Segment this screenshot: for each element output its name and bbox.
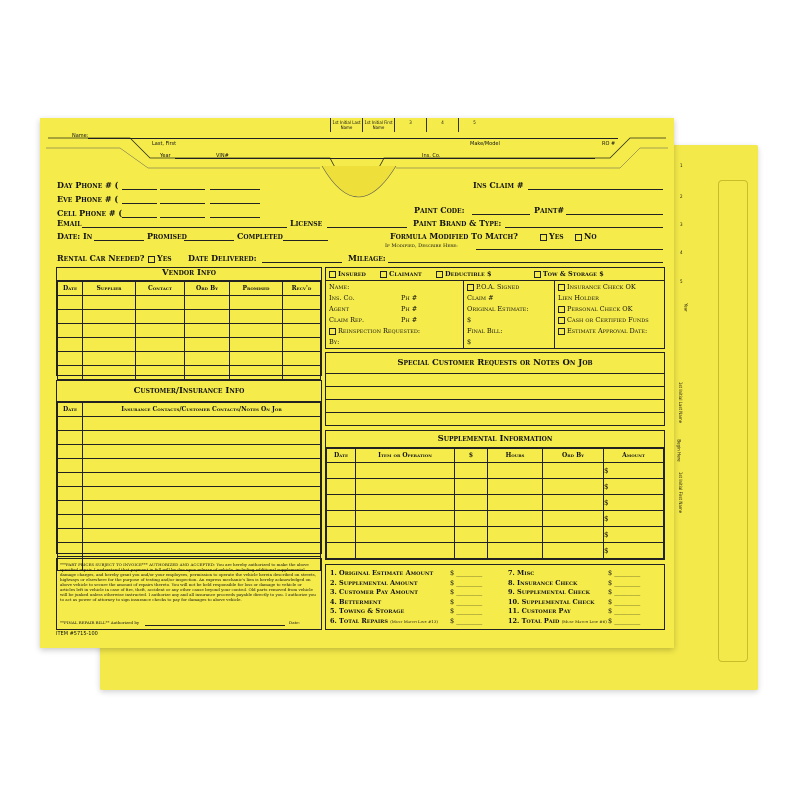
disclaimer-text: ***PART PRICES SUBJECT TO INVOICE*** AUTHORIZED AND ACCEPTED: You are hereby authorized to make the above specified repair. I understand that payment in full will be due upon release of vehicle, including additional supplemental damage charges, and hereby grant you and/or your employees, permission to operate the vehicle herein described on streets, highways or elsewhere for the purpose of testing and/or inspection. An express mechanic's lien is hereby acknowledged on above vehicle to secure the amount of repairs thereto. You will not be held responsible for loss or damage to vehicle or articles left in vehicle in case of fire, theft, accident or any other cause beyond your control. Old parts removed from vehicle will be junked unless otherwise instructed. I authorize any and all insurance proceeds payable directly to you. I authorize you to act as power of attorney to sign insurance checks to pay for damages to above vehicle. — [60, 562, 316, 602]
checkbox — [534, 271, 541, 278]
insurance-check-ok-label: Insurance Check OK — [567, 283, 636, 291]
paint-num-line — [566, 214, 663, 215]
total-line-8: 8. Insurance Check — [508, 578, 578, 587]
date-delivered-line — [262, 262, 342, 263]
side-number-4: 4 — [680, 250, 683, 255]
claim-num-label: Claim # — [467, 294, 494, 302]
cell-phone-area — [122, 217, 157, 218]
eve-phone-prefix — [160, 203, 205, 204]
original-estimate-dollar: $ — [467, 316, 472, 324]
paint-num-label: Paint# — [534, 205, 565, 215]
vendor-col-supplier: Supplier — [83, 282, 136, 296]
rental-yes — [148, 253, 172, 263]
ins-claim-label: Ins Claim # — [473, 180, 524, 190]
eve-phone-area — [122, 203, 157, 204]
claimant-label: Claimant — [389, 270, 422, 278]
table-row — [58, 324, 321, 338]
total-line-3: 3. Customer Pay Amount — [330, 588, 418, 596]
date-in-label: Date: In — [57, 231, 93, 241]
special-line — [326, 387, 664, 400]
agent-ph: Ph # — [401, 305, 418, 313]
ins-co-ph: Ph # — [401, 294, 418, 302]
cell-phone-prefix — [160, 217, 205, 218]
if-modified-label: If Modified, Describe Here: — [385, 243, 458, 249]
ins-divider-2 — [554, 280, 555, 348]
total-line-11: 11. Customer Pay — [508, 607, 571, 615]
formula-yes-label: Yes — [549, 231, 564, 241]
date-in-line — [94, 240, 144, 241]
day-phone-number — [210, 189, 260, 190]
total-line-9: 9. Supplemental Check — [508, 588, 591, 596]
ins-co-label: Ins. Co. — [422, 153, 441, 159]
item-number: ITEM #5715-100 — [56, 631, 98, 637]
final-repair-label: **FINAL REPAIR BILL** Authorized by — [60, 620, 140, 625]
special-line — [326, 374, 664, 387]
table-row — [58, 459, 321, 473]
estimate-approval-label: Estimate Approval Date: — [567, 327, 648, 335]
side-label-first: 1st Initial First Name — [678, 471, 684, 514]
make-model-label: Make/Model — [470, 141, 500, 147]
personal-check-ok — [558, 304, 649, 315]
table-row: $ — [327, 495, 664, 511]
table-row — [58, 501, 321, 515]
side-label-year: Year — [683, 303, 689, 312]
ins-claim-rep-label: Claim Rep. — [329, 316, 365, 324]
final-date-label: Date: — [289, 620, 300, 625]
ins-ph-col — [401, 282, 417, 326]
table-row — [58, 296, 321, 310]
checkbox — [329, 271, 336, 278]
supp-col-date: Date — [327, 449, 356, 463]
total-line-5: 5. Towing & Storage — [330, 607, 405, 615]
tab-last-initial: 1st Initial Last Name — [330, 118, 362, 132]
total-line-2: 2. Supplemental Amount — [330, 578, 418, 587]
table-row — [58, 515, 321, 529]
name-label: Name: — [72, 133, 89, 139]
disclaimer-box — [56, 558, 322, 630]
lien-holder-label: Lien Holder — [558, 294, 599, 302]
estimate-approval — [558, 326, 649, 337]
insurance-box — [325, 267, 665, 349]
formula-no — [575, 231, 597, 241]
completed-line — [283, 240, 328, 241]
side-label-last: 1st Initial Last Name — [678, 381, 684, 424]
vendor-info-box — [56, 267, 322, 376]
table-row: $ — [327, 463, 664, 479]
total-line-7: 7. Misc — [508, 569, 535, 577]
supplemental-table — [326, 448, 664, 559]
rental-yes-label: Yes — [157, 253, 172, 263]
total-line-6 — [330, 617, 438, 627]
custins-col-date: Date — [58, 403, 83, 417]
year-label: Year — [160, 153, 171, 159]
table-row — [58, 431, 321, 445]
checkbox — [558, 328, 565, 335]
deductible-label: Deductible $ — [445, 270, 492, 278]
license-label: License — [290, 218, 323, 228]
vendor-col-contact: Contact — [136, 282, 185, 296]
special-requests-title: Special Customer Requests or Notes On Job — [326, 353, 664, 374]
special-line — [326, 400, 664, 413]
ins-by-label: By: — [329, 338, 340, 346]
checkbox — [540, 234, 547, 241]
folder-flap-outline — [40, 118, 674, 228]
supp-col-dollar: $ — [455, 449, 488, 463]
side-number-2: 2 — [680, 194, 683, 199]
table-row — [58, 529, 321, 543]
rental-label: Rental Car Needed? — [57, 253, 145, 263]
day-phone-label: Day Phone # ( — [57, 180, 119, 190]
total-line-12-note: (Must Match Line #6) — [561, 618, 607, 624]
eve-phone-label: Eve Phone # ( — [57, 194, 119, 204]
vendor-col-date: Date — [58, 282, 83, 296]
vendor-col-promised: Promised — [230, 282, 283, 296]
tab-4: 4 — [426, 118, 458, 132]
promised-label: Promised — [147, 231, 187, 241]
total-line-1: 1. Original Estimate Amount — [330, 569, 434, 577]
table-row — [58, 417, 321, 431]
cash-certified-label: Cash or Certified Funds — [567, 316, 649, 324]
ins-divider-1 — [463, 280, 464, 348]
supp-col-hours: Hours — [488, 449, 543, 463]
side-number-5: 5 — [680, 279, 683, 284]
email-label: Email — [57, 218, 82, 228]
supp-col-item: Item or Operation — [356, 449, 455, 463]
table-row — [58, 352, 321, 366]
checkbox — [380, 271, 387, 278]
supp-col-ordby: Ord By — [543, 449, 604, 463]
special-requests-box — [325, 352, 665, 426]
cell-phone-label: Cell Phone # ( — [57, 208, 123, 218]
side-number-1: 1 — [680, 163, 683, 168]
total-line-6-note: (Must Match Line #13) — [390, 618, 438, 624]
mileage-line — [388, 262, 663, 263]
ins-col2 — [467, 282, 529, 348]
table-row: $ — [327, 527, 664, 543]
checkbox — [329, 328, 336, 335]
paint-brand-label: Paint Brand & Type: — [413, 218, 502, 228]
paint-code-line — [472, 214, 530, 215]
poa-signed-label: P.O.A. Signed — [476, 283, 520, 291]
ins-claim-line — [528, 189, 663, 190]
supplemental-title: Supplemental Information — [326, 431, 664, 448]
side-number-3: 3 — [680, 222, 683, 227]
day-phone-prefix — [160, 189, 205, 190]
reinspection-label — [329, 326, 420, 337]
total-line-4: 4. Betterment — [330, 597, 382, 606]
totals-right-dollars: $ ________ $ ________ $ ________ $ ________ $ ________ $ ________ — [608, 569, 641, 625]
table-row — [58, 487, 321, 501]
side-label-begin: Begin Here — [676, 439, 682, 462]
total-line-12 — [508, 617, 607, 627]
totals-box — [325, 564, 665, 630]
email-line — [82, 227, 287, 228]
checkbox — [558, 317, 565, 324]
table-row — [58, 543, 321, 557]
tab-first-initial: 1st Initial First Name — [362, 118, 394, 132]
totals-left-dollars: $ ________ $ ________ $ ________ $ ________ $ ________ $ ________ — [450, 569, 483, 625]
name-line — [88, 138, 618, 139]
checkbox — [558, 284, 565, 291]
final-bill-label: Final Bill: — [467, 327, 503, 335]
totals-left — [330, 569, 438, 626]
checkbox — [467, 284, 474, 291]
vendor-table — [57, 281, 321, 380]
mileage-label: Mileage: — [348, 253, 386, 263]
license-line — [327, 227, 407, 228]
checkbox — [575, 234, 582, 241]
tab-5: 5 — [458, 118, 490, 132]
table-row — [58, 310, 321, 324]
cell-phone-number — [210, 217, 260, 218]
paint-brand-line — [505, 227, 663, 228]
supp-col-amount: Amount — [604, 449, 664, 463]
table-row — [58, 338, 321, 352]
tab-3: 3 — [394, 118, 426, 132]
formula-label: Formula Modified To Match? — [390, 231, 518, 241]
reinspection-text: Reinspection Requested: — [338, 327, 421, 335]
last-first-label: Last, First — [152, 141, 177, 147]
insured-label: Insured — [338, 270, 366, 278]
total-line-12-label: 12. Total Paid — [508, 616, 560, 625]
tow-storage-label: Tow & Storage $ — [542, 270, 604, 278]
year-vin-line — [175, 158, 595, 159]
total-line-6-label: 6. Total Repairs — [330, 616, 388, 625]
formula-yes — [540, 231, 564, 241]
ro-label: RO # — [602, 141, 616, 147]
ins-co-label: Ins. Co. — [329, 294, 355, 302]
claim-rep-ph: Ph # — [401, 316, 418, 324]
paint-code-label: Paint Code: — [414, 205, 465, 215]
personal-check-ok-label: Personal Check OK — [567, 305, 633, 313]
vin-label: VIN# — [216, 153, 229, 159]
custins-col-notes: Insurance Contacts/Customer Contacts/Notes On Job — [83, 403, 321, 417]
table-row: $ — [327, 543, 664, 559]
vendor-col-recvd: Recv'd — [283, 282, 321, 296]
table-row — [58, 473, 321, 487]
checkbox — [148, 256, 155, 263]
poa-signed — [467, 282, 529, 293]
insurance-check-row — [326, 268, 664, 281]
vendor-info-title: Vendor Info — [57, 268, 321, 281]
customer-insurance-table — [57, 402, 321, 571]
customer-insurance-title: Customer/Insurance Info — [57, 381, 321, 402]
cash-certified — [558, 315, 649, 326]
completed-label: Completed — [237, 231, 283, 241]
checkbox — [436, 271, 443, 278]
table-row: $ — [327, 479, 664, 495]
date-delivered-label: Date Delivered: — [188, 253, 257, 263]
table-row — [58, 366, 321, 380]
original-estimate-label: Original Estimate: — [467, 305, 529, 313]
day-phone-area — [122, 189, 157, 190]
back-folder-slot — [718, 180, 748, 662]
name-tabs — [330, 118, 490, 132]
formula-no-label: No — [584, 231, 597, 241]
insurance-check-ok — [558, 282, 649, 293]
final-bill-dollar: $ — [467, 338, 472, 346]
totals-right — [508, 569, 607, 626]
customer-insurance-box — [56, 380, 322, 554]
ins-name-label: Name: — [329, 283, 350, 291]
supplemental-box — [325, 430, 665, 560]
total-line-10: 10. Supplemental Check — [508, 597, 595, 606]
ins-col3 — [558, 282, 649, 337]
table-row — [58, 445, 321, 459]
checkbox — [558, 306, 565, 313]
eve-phone-number — [210, 203, 260, 204]
promised-line — [184, 240, 234, 241]
vendor-col-ordby: Ord By — [185, 282, 230, 296]
ins-agent-label: Agent — [329, 305, 350, 313]
authorized-by-line — [145, 625, 285, 626]
table-row: $ — [327, 511, 664, 527]
if-modified-line — [476, 249, 663, 250]
